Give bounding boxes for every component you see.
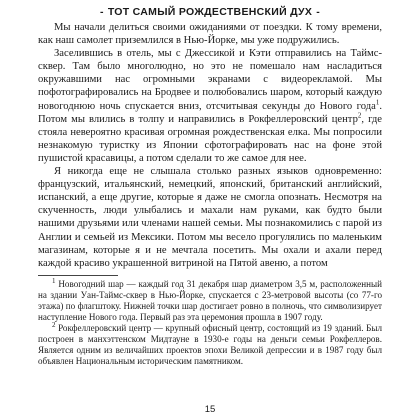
running-header (38, 5, 382, 19)
footnote-1-text: Новогодний шар — каждый год 31 декабря шар диаметром 3,5 м, расположенный на здании Уан-Таймс-сквер в Нью-Йорке, спускается с 23-метровой высоты (со 77-го этажа) по флагштоку. Нижней точки шар достигает ровно в полночь, что символизирует наступление Нового года. Первый раз эта церемония прошла в 1907 году. (38, 278, 382, 322)
paragraph-1: Мы начали делиться своими ожиданиями от поездки. К тому времени, как наш самолет приземлился в Нью-Йорке, мы уже подружились. (38, 22, 382, 47)
footnote-1 (38, 276, 382, 323)
footnote-ref-2: 2 (357, 111, 362, 120)
paragraph-2-part-c: , где стояла невероятно красивая огромная рождественская елка. Мы попросили незнакомую туристку из Японии сфотографировать нас на фоне этой пушистой красавицы, а потом сделали то же самое для нее. (38, 113, 382, 164)
page-number: 15 (204, 404, 216, 415)
header-title: ТОТ САМЫЙ РОЖДЕСТВЕНСКИЙ ДУХ (107, 6, 313, 18)
footnote-2-mark: 2 (52, 320, 56, 329)
header-dash-right: - (316, 6, 320, 18)
footnote-separator (38, 275, 118, 276)
body-text (38, 21, 382, 270)
footnote-1-mark: 1 (52, 276, 56, 285)
paragraph-2 (38, 47, 382, 165)
footnote-ref-1: 1 (375, 98, 380, 107)
paragraph-3: Я никогда еще не слышала столько разных языков одновременно: французский, итальянский, немецкий, японский, британский английский, испанский, а еще другие, которые я даже не смогла опознать. Несмотря на скученность, люди улыбались и махали нам руками, как будто были нашими друзьями или членами нашей семьи. Мы познакомились с парой из Англии и семьей из Мексики. Потом мы весело прогулялись по маленьким магазинам, которые я и не мечтала посетить. Мы охали и ахали перед каждой красиво украшенной витриной на Пятой авеню, а потом (38, 166, 382, 269)
header-dash-left: - (100, 6, 104, 18)
paragraph-2-part-b: . Потом мы влились в толпу и направились в Рокфеллеровский центр (38, 100, 382, 125)
footnote-2-text: Рокфеллеровский центр — крупный офисный центр, состоящий из 19 зданий. Был построен в манхэттенском Мидтауне в 1930-е годы на деньги семьи Рокфеллеров. Является одним из величайших проектов эпохи Великой депрессии и в 1987 году был объявлен Национальным историческим памятником. (38, 322, 382, 366)
footnote-2 (38, 320, 382, 367)
paragraph-2-part-a: Заселившись в отель, мы с Джессикой и Кэти отправились на Таймс-сквер. Там было многолюдно, но это не помешало нам насладиться окружавшими нас огромными экранами с видеорекламой. Мы пофотографировались на Бродвее и полюбовались шаром, который каждую новогоднюю ночь спускается вниз, отсчитывая секунды до Нового года (38, 48, 382, 112)
footnotes (38, 276, 382, 367)
